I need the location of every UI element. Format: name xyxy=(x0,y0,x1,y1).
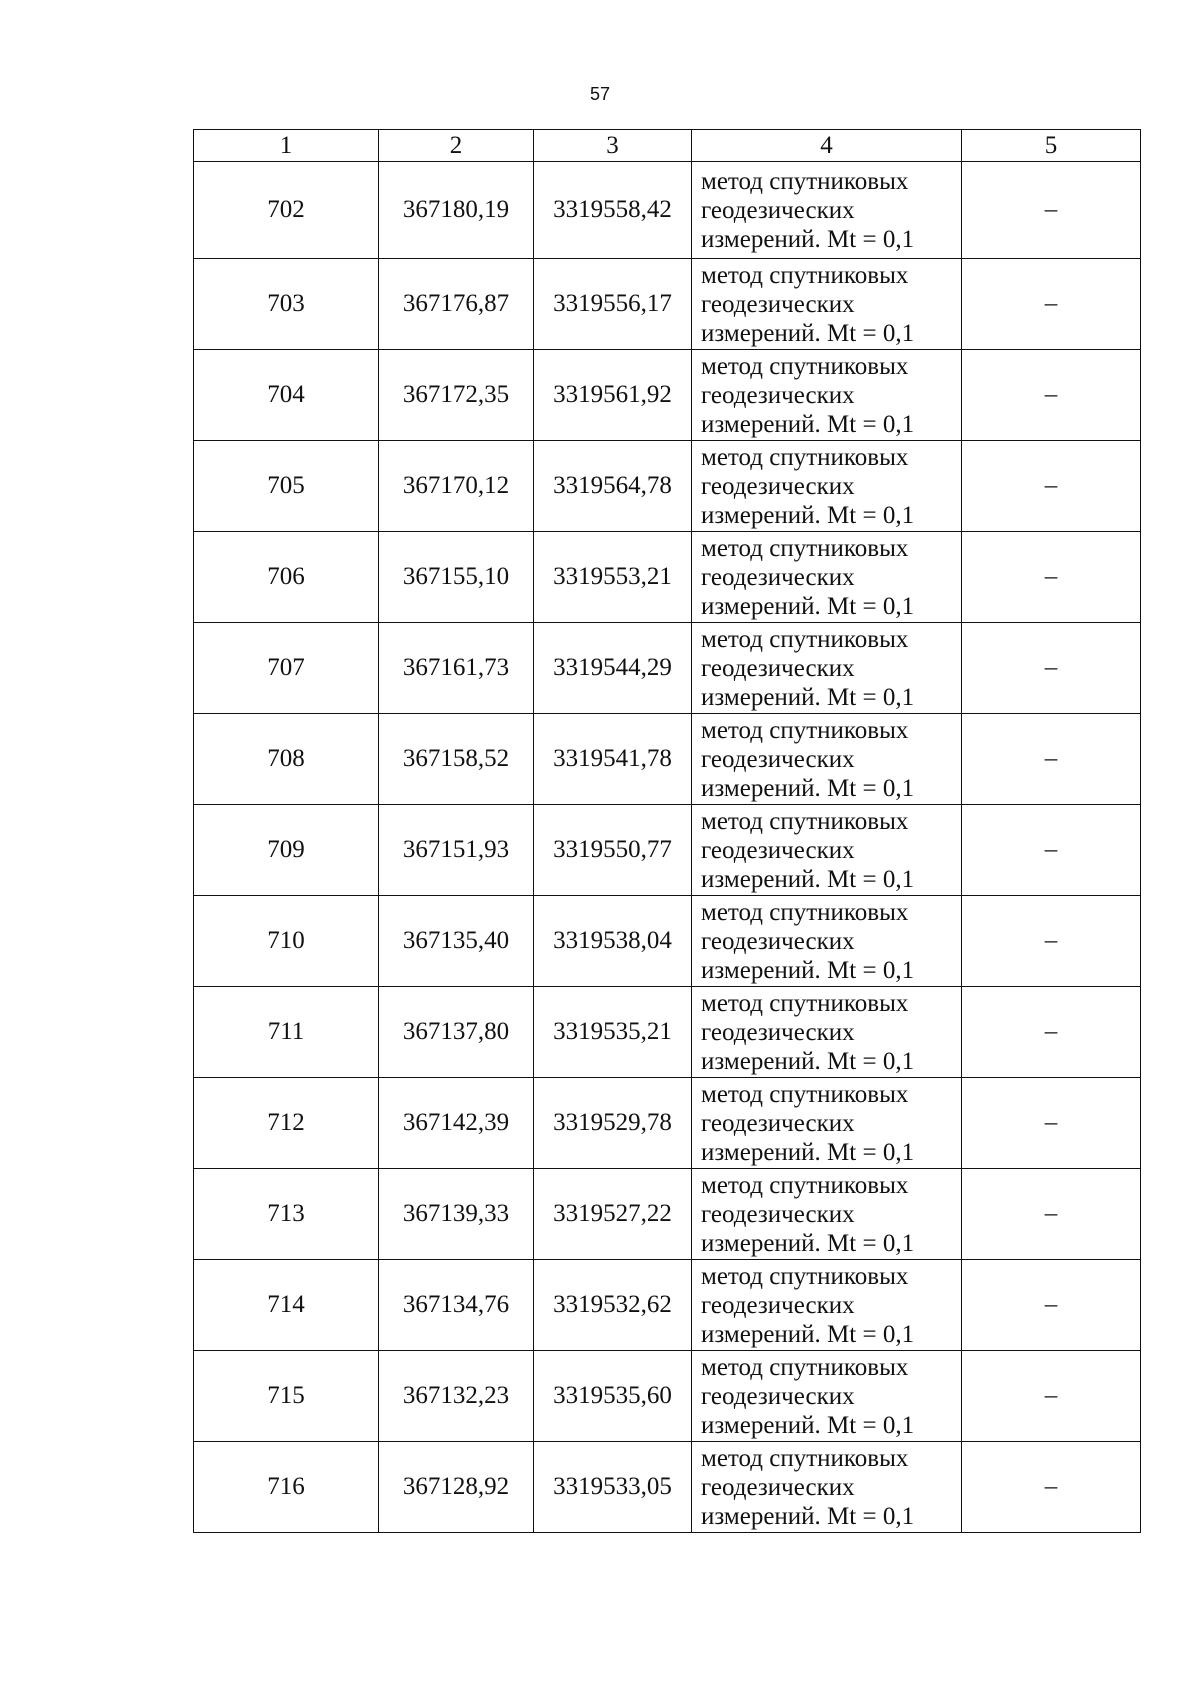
cell-note: – xyxy=(962,532,1141,623)
cell-point: 715 xyxy=(194,1351,379,1442)
cell-y: 3319558,42 xyxy=(534,162,692,259)
method-line: геодезических xyxy=(701,654,855,682)
method-line: метод спутниковых xyxy=(701,261,909,289)
cell-y: 3319544,29 xyxy=(534,623,692,714)
cell-method xyxy=(692,1169,962,1260)
method-line: метод спутниковых xyxy=(701,625,909,653)
cell-point: 710 xyxy=(194,896,379,987)
cell-y: 3319564,78 xyxy=(534,441,692,532)
cell-note: – xyxy=(962,1442,1141,1533)
method-line: геодезических xyxy=(701,381,855,409)
cell-method xyxy=(692,1442,962,1533)
column-header-method: 4 xyxy=(692,130,962,162)
method-line: геодезических xyxy=(701,1382,855,1410)
method-line: геодезических xyxy=(701,927,855,955)
cell-x: 367142,39 xyxy=(379,1078,534,1169)
method-line: измерений. Mt = 0,1 xyxy=(701,865,915,893)
cell-x: 367135,40 xyxy=(379,896,534,987)
cell-y: 3319541,78 xyxy=(534,714,692,805)
cell-x: 367151,93 xyxy=(379,805,534,896)
cell-x: 367161,73 xyxy=(379,623,534,714)
cell-point: 705 xyxy=(194,441,379,532)
cell-point: 702 xyxy=(194,162,379,259)
method-line: геодезических xyxy=(701,472,855,500)
cell-method xyxy=(692,1351,962,1442)
method-line: геодезических xyxy=(701,290,855,318)
cell-note: – xyxy=(962,162,1141,259)
table-row xyxy=(194,162,1141,259)
cell-note: – xyxy=(962,714,1141,805)
table-row xyxy=(194,350,1141,441)
cell-note: – xyxy=(962,441,1141,532)
cell-x: 367155,10 xyxy=(379,532,534,623)
column-header-y: 3 xyxy=(534,130,692,162)
cell-y: 3319532,62 xyxy=(534,1260,692,1351)
cell-y: 3319538,04 xyxy=(534,896,692,987)
method-line: метод спутниковых xyxy=(701,716,909,744)
method-line: измерений. Mt = 0,1 xyxy=(701,1229,915,1257)
method-line: измерений. Mt = 0,1 xyxy=(701,1138,915,1166)
cell-method xyxy=(692,896,962,987)
table-row xyxy=(194,259,1141,350)
method-line: геодезических xyxy=(701,1109,855,1137)
method-line: измерений. Mt = 0,1 xyxy=(701,501,915,529)
cell-method xyxy=(692,259,962,350)
method-line: измерений. Mt = 0,1 xyxy=(701,410,915,438)
cell-x: 367134,76 xyxy=(379,1260,534,1351)
table-row xyxy=(194,1078,1141,1169)
cell-x: 367170,12 xyxy=(379,441,534,532)
cell-note: – xyxy=(962,350,1141,441)
cell-y: 3319556,17 xyxy=(534,259,692,350)
cell-note: – xyxy=(962,805,1141,896)
cell-y: 3319561,92 xyxy=(534,350,692,441)
method-line: геодезических xyxy=(701,745,855,773)
method-line: измерений. Mt = 0,1 xyxy=(701,774,915,802)
cell-x: 367172,35 xyxy=(379,350,534,441)
cell-method xyxy=(692,1078,962,1169)
method-line: геодезических xyxy=(701,1018,855,1046)
cell-x: 367139,33 xyxy=(379,1169,534,1260)
cell-note: – xyxy=(962,623,1141,714)
table-row xyxy=(194,1260,1141,1351)
table-row xyxy=(194,987,1141,1078)
table-row xyxy=(194,805,1141,896)
cell-y: 3319535,21 xyxy=(534,987,692,1078)
cell-method xyxy=(692,805,962,896)
cell-x: 367176,87 xyxy=(379,259,534,350)
table-row xyxy=(194,1169,1141,1260)
method-line: геодезических xyxy=(701,563,855,591)
table-row xyxy=(194,441,1141,532)
cell-y: 3319550,77 xyxy=(534,805,692,896)
method-line: измерений. Mt = 0,1 xyxy=(701,1502,915,1530)
method-line: метод спутниковых xyxy=(701,807,909,835)
cell-point: 714 xyxy=(194,1260,379,1351)
table-row xyxy=(194,1442,1141,1533)
cell-point: 709 xyxy=(194,805,379,896)
method-line: геодезических xyxy=(701,1291,855,1319)
cell-y: 3319533,05 xyxy=(534,1442,692,1533)
method-line: измерений. Mt = 0,1 xyxy=(701,225,915,253)
coordinates-table xyxy=(193,129,1141,1533)
table-row xyxy=(194,714,1141,805)
cell-point: 716 xyxy=(194,1442,379,1533)
table-row xyxy=(194,532,1141,623)
column-header-note: 5 xyxy=(962,130,1141,162)
cell-x: 367180,19 xyxy=(379,162,534,259)
method-line: измерений. Mt = 0,1 xyxy=(701,592,915,620)
cell-x: 367132,23 xyxy=(379,1351,534,1442)
cell-x: 367137,80 xyxy=(379,987,534,1078)
cell-note: – xyxy=(962,1260,1141,1351)
method-line: метод спутниковых xyxy=(701,1262,909,1290)
method-line: измерений. Mt = 0,1 xyxy=(701,683,915,711)
method-line: измерений. Mt = 0,1 xyxy=(701,1047,915,1075)
cell-point: 704 xyxy=(194,350,379,441)
method-line: метод спутниковых xyxy=(701,443,909,471)
cell-y: 3319527,22 xyxy=(534,1169,692,1260)
cell-point: 711 xyxy=(194,987,379,1078)
cell-x: 367128,92 xyxy=(379,1442,534,1533)
cell-point: 713 xyxy=(194,1169,379,1260)
method-line: измерений. Mt = 0,1 xyxy=(701,956,915,984)
column-header-x: 2 xyxy=(379,130,534,162)
cell-point: 706 xyxy=(194,532,379,623)
cell-method xyxy=(692,987,962,1078)
cell-note: – xyxy=(962,987,1141,1078)
method-line: метод спутниковых xyxy=(701,534,909,562)
cell-method xyxy=(692,1260,962,1351)
cell-note: – xyxy=(962,1169,1141,1260)
cell-method xyxy=(692,623,962,714)
method-line: метод спутниковых xyxy=(701,989,909,1017)
table-body xyxy=(194,162,1141,1533)
method-line: метод спутниковых xyxy=(701,1353,909,1381)
cell-method xyxy=(692,441,962,532)
cell-point: 712 xyxy=(194,1078,379,1169)
method-line: геодезических xyxy=(701,836,855,864)
table-row xyxy=(194,623,1141,714)
method-line: метод спутниковых xyxy=(701,167,909,195)
cell-point: 708 xyxy=(194,714,379,805)
cell-x: 367158,52 xyxy=(379,714,534,805)
page-number: 57 xyxy=(589,84,611,104)
method-line: геодезических xyxy=(701,1473,855,1501)
cell-note: – xyxy=(962,896,1141,987)
method-line: метод спутниковых xyxy=(701,1080,909,1108)
method-line: геодезических xyxy=(701,196,855,224)
cell-y: 3319535,60 xyxy=(534,1351,692,1442)
cell-note: – xyxy=(962,1078,1141,1169)
cell-method xyxy=(692,162,962,259)
method-line: метод спутниковых xyxy=(701,898,909,926)
method-line: геодезических xyxy=(701,1200,855,1228)
table-row xyxy=(194,1351,1141,1442)
cell-note: – xyxy=(962,259,1141,350)
method-line: измерений. Mt = 0,1 xyxy=(701,1320,915,1348)
cell-method xyxy=(692,350,962,441)
cell-y: 3319553,21 xyxy=(534,532,692,623)
table-row xyxy=(194,896,1141,987)
method-line: метод спутниковых xyxy=(701,1171,909,1199)
column-header-point: 1 xyxy=(194,130,379,162)
cell-point: 703 xyxy=(194,259,379,350)
cell-y: 3319529,78 xyxy=(534,1078,692,1169)
cell-method xyxy=(692,532,962,623)
cell-method xyxy=(692,714,962,805)
method-line: метод спутниковых xyxy=(701,1444,909,1472)
method-line: измерений. Mt = 0,1 xyxy=(701,319,915,347)
method-line: метод спутниковых xyxy=(701,352,909,380)
method-line: измерений. Mt = 0,1 xyxy=(701,1411,915,1439)
table-header-row xyxy=(194,130,1141,162)
cell-point: 707 xyxy=(194,623,379,714)
cell-note: – xyxy=(962,1351,1141,1442)
